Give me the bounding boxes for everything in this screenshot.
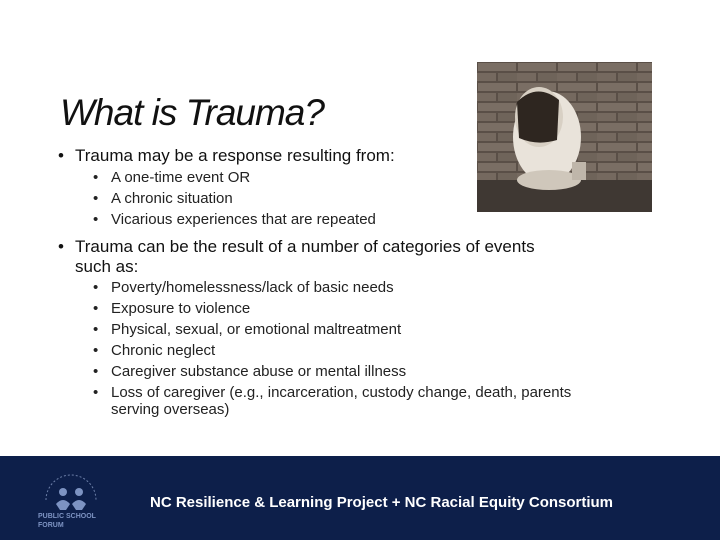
bullet-text-line2: such as: <box>75 257 139 276</box>
bullet-dot: • <box>93 211 99 228</box>
footer-bar <box>0 456 720 540</box>
sub-bullet-text: Loss of caregiver (e.g., incarceration, custody change, death, parents <box>111 384 572 401</box>
sub-bullet-text: Exposure to violence <box>111 300 251 317</box>
sub-bullet-text: A chronic situation <box>111 190 233 207</box>
bullet-dot: • <box>93 169 99 186</box>
bullet-dot: • <box>93 279 99 296</box>
logo-text-line2: FORUM <box>38 522 64 529</box>
bullet-dot: • <box>93 300 99 317</box>
bullet-dot: • <box>93 363 99 380</box>
bullet-text-line1: Trauma can be the result of a number of categories of events <box>75 237 535 256</box>
sub-bullet-text: A one-time event OR <box>111 169 251 186</box>
bullet-dot: • <box>58 146 64 165</box>
public-school-forum-logo <box>36 470 106 536</box>
footer-text: NC Resilience & Learning Project + NC Racial Equity Consortium <box>150 494 614 511</box>
bullet-categories <box>58 237 678 277</box>
sub-bullet-text: Physical, sexual, or emotional maltreatment <box>111 321 402 338</box>
sub-bullet-text: Caregiver substance abuse or mental illness <box>111 363 407 380</box>
bullet-dot: • <box>93 384 99 401</box>
sub-bullet-text: Vicarious experiences that are repeated <box>111 211 376 228</box>
sub-bullet-text-continued: serving overseas) <box>111 401 230 418</box>
sub-bullet-text: Chronic neglect <box>111 342 216 359</box>
photo-illustration <box>477 62 652 212</box>
bullet-dot: • <box>93 321 99 338</box>
bullet-text: Trauma may be a response resulting from: <box>75 146 395 165</box>
bullet-dot: • <box>93 342 99 359</box>
bullet-dot: • <box>58 237 64 256</box>
photo-distressed-person <box>477 62 652 212</box>
sub-bullet-text: Poverty/homelessness/lack of basic needs <box>111 279 394 296</box>
logo-text-line1: PUBLIC SCHOOL <box>38 513 96 520</box>
slide-title: What is Trauma? <box>60 92 324 133</box>
bullet-dot: • <box>93 190 99 207</box>
bullet-response <box>58 146 498 166</box>
